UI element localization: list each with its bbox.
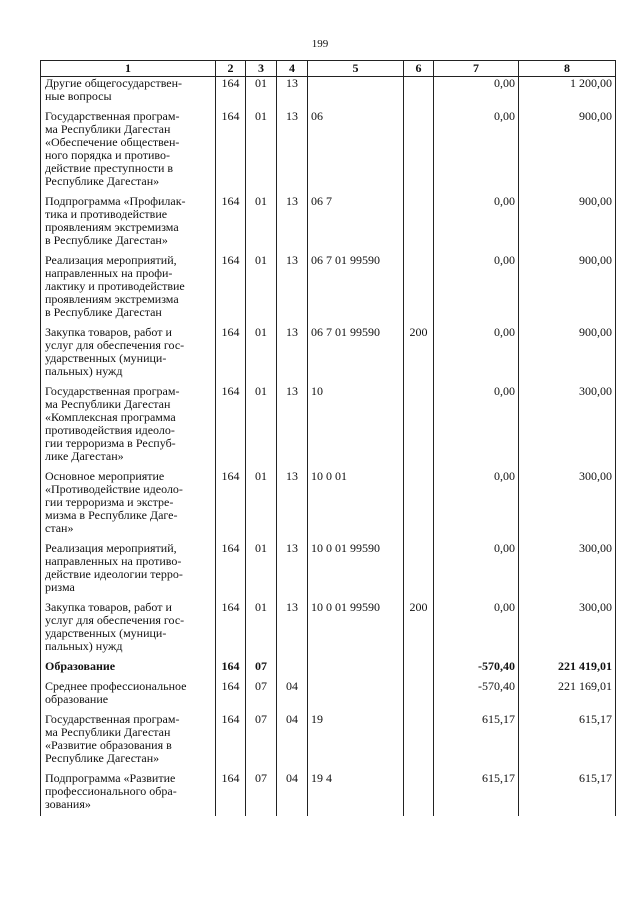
subsection-code-cell: 13 bbox=[277, 195, 308, 254]
change-amount-cell: 0,00 bbox=[434, 195, 519, 254]
expense-type-code-cell bbox=[404, 110, 434, 195]
item-name-cell: Другие общегосударствен- ные вопросы bbox=[41, 77, 216, 111]
col-header-6: 6 bbox=[404, 61, 434, 77]
table-row bbox=[41, 772, 616, 816]
expense-type-code-cell: 200 bbox=[404, 326, 434, 385]
total-amount-cell: 615,17 bbox=[519, 713, 616, 772]
expense-type-code-cell bbox=[404, 713, 434, 772]
table-row bbox=[41, 326, 616, 385]
item-name-cell: Закупка товаров, работ и услуг для обеспечения гос- ударственных (муници- пальных) нужд bbox=[41, 601, 216, 660]
item-name-cell: Подпрограмма «Развитие профессионального обра- зования» bbox=[41, 772, 216, 816]
section-code-cell: 01 bbox=[246, 326, 277, 385]
expense-type-code-cell bbox=[404, 195, 434, 254]
target-article-code-cell: 10 0 01 99590 bbox=[308, 542, 404, 601]
table-row bbox=[41, 660, 616, 680]
change-amount-cell: 0,00 bbox=[434, 110, 519, 195]
target-article-code-cell: 06 7 bbox=[308, 195, 404, 254]
target-article-code-cell bbox=[308, 660, 404, 680]
item-name-cell: Образование bbox=[41, 660, 216, 680]
section-code-cell: 07 bbox=[246, 680, 277, 713]
ministry-code-cell: 164 bbox=[216, 195, 246, 254]
total-amount-cell: 900,00 bbox=[519, 195, 616, 254]
subsection-code-cell: 04 bbox=[277, 772, 308, 816]
total-amount-cell: 900,00 bbox=[519, 326, 616, 385]
item-name-cell: Реализация мероприятий, направленных на профи- лактику и противодействие проявлениям экстремизма в Республике Дагестан bbox=[41, 254, 216, 326]
ministry-code-cell: 164 bbox=[216, 77, 246, 111]
item-name-cell: Подпрограмма «Профилак- тика и противодействие проявлениям экстремизма в Республике Дагестан» bbox=[41, 195, 216, 254]
table-row bbox=[41, 542, 616, 601]
change-amount-cell: 0,00 bbox=[434, 470, 519, 542]
change-amount-cell: 0,00 bbox=[434, 254, 519, 326]
item-name-cell: Среднее профессиональное образование bbox=[41, 680, 216, 713]
expense-type-code-cell bbox=[404, 470, 434, 542]
section-code-cell: 01 bbox=[246, 601, 277, 660]
expense-type-code-cell bbox=[404, 542, 434, 601]
table-row bbox=[41, 601, 616, 660]
item-name-cell: Закупка товаров, работ и услуг для обеспечения гос- ударственных (муници- пальных) нужд bbox=[41, 326, 216, 385]
total-amount-cell: 221 419,01 bbox=[519, 660, 616, 680]
target-article-code-cell: 06 7 01 99590 bbox=[308, 254, 404, 326]
total-amount-cell: 615,17 bbox=[519, 772, 616, 816]
total-amount-cell: 300,00 bbox=[519, 470, 616, 542]
subsection-code-cell: 13 bbox=[277, 77, 308, 111]
item-name-cell: Государственная програм- ма Республики Дагестан «Развитие образования в Республике Дагестан» bbox=[41, 713, 216, 772]
table-row bbox=[41, 680, 616, 713]
change-amount-cell: -570,40 bbox=[434, 660, 519, 680]
col-header-8: 8 bbox=[519, 61, 616, 77]
expense-type-code-cell: 200 bbox=[404, 601, 434, 660]
expense-type-code-cell bbox=[404, 772, 434, 816]
table-row bbox=[41, 470, 616, 542]
expense-type-code-cell bbox=[404, 680, 434, 713]
expense-type-code-cell bbox=[404, 660, 434, 680]
table-row bbox=[41, 254, 616, 326]
section-code-cell: 01 bbox=[246, 542, 277, 601]
total-amount-cell: 1 200,00 bbox=[519, 77, 616, 111]
expense-type-code-cell bbox=[404, 77, 434, 111]
item-name-cell: Государственная програм- ма Республики Дагестан «Обеспечение обществен- ного порядка и противо- действие преступности в Республике Дагестан» bbox=[41, 110, 216, 195]
section-code-cell: 01 bbox=[246, 110, 277, 195]
ministry-code-cell: 164 bbox=[216, 660, 246, 680]
ministry-code-cell: 164 bbox=[216, 601, 246, 660]
expense-type-code-cell bbox=[404, 385, 434, 470]
col-header-3: 3 bbox=[246, 61, 277, 77]
total-amount-cell: 900,00 bbox=[519, 254, 616, 326]
ministry-code-cell: 164 bbox=[216, 385, 246, 470]
ministry-code-cell: 164 bbox=[216, 713, 246, 772]
section-code-cell: 01 bbox=[246, 254, 277, 326]
target-article-code-cell bbox=[308, 680, 404, 713]
section-code-cell: 01 bbox=[246, 77, 277, 111]
change-amount-cell: 0,00 bbox=[434, 601, 519, 660]
subsection-code-cell: 13 bbox=[277, 254, 308, 326]
total-amount-cell: 300,00 bbox=[519, 542, 616, 601]
change-amount-cell: 0,00 bbox=[434, 542, 519, 601]
col-header-7: 7 bbox=[434, 61, 519, 77]
target-article-code-cell: 19 bbox=[308, 713, 404, 772]
table-row bbox=[41, 110, 616, 195]
table-row bbox=[41, 385, 616, 470]
target-article-code-cell: 06 7 01 99590 bbox=[308, 326, 404, 385]
change-amount-cell: 615,17 bbox=[434, 772, 519, 816]
table-row bbox=[41, 713, 616, 772]
page-number: 199 bbox=[311, 38, 329, 50]
subsection-code-cell: 13 bbox=[277, 470, 308, 542]
change-amount-cell: -570,40 bbox=[434, 680, 519, 713]
target-article-code-cell: 10 0 01 99590 bbox=[308, 601, 404, 660]
total-amount-cell: 300,00 bbox=[519, 385, 616, 470]
target-article-code-cell bbox=[308, 77, 404, 111]
table-row bbox=[41, 195, 616, 254]
col-header-2: 2 bbox=[216, 61, 246, 77]
change-amount-cell: 615,17 bbox=[434, 713, 519, 772]
table-body bbox=[41, 77, 616, 817]
ministry-code-cell: 164 bbox=[216, 470, 246, 542]
subsection-code-cell: 13 bbox=[277, 385, 308, 470]
section-code-cell: 07 bbox=[246, 772, 277, 816]
subsection-code-cell: 13 bbox=[277, 326, 308, 385]
total-amount-cell: 300,00 bbox=[519, 601, 616, 660]
total-amount-cell: 221 169,01 bbox=[519, 680, 616, 713]
subsection-code-cell: 04 bbox=[277, 680, 308, 713]
subsection-code-cell: 13 bbox=[277, 110, 308, 195]
budget-table bbox=[40, 60, 616, 816]
section-code-cell: 01 bbox=[246, 195, 277, 254]
subsection-code-cell bbox=[277, 660, 308, 680]
item-name-cell: Реализация мероприятий, направленных на противо- действие идеологии терро- ризма bbox=[41, 542, 216, 601]
table-header-row bbox=[41, 61, 616, 77]
subsection-code-cell: 13 bbox=[277, 542, 308, 601]
ministry-code-cell: 164 bbox=[216, 542, 246, 601]
change-amount-cell: 0,00 bbox=[434, 77, 519, 111]
ministry-code-cell: 164 bbox=[216, 772, 246, 816]
ministry-code-cell: 164 bbox=[216, 254, 246, 326]
target-article-code-cell: 10 bbox=[308, 385, 404, 470]
section-code-cell: 01 bbox=[246, 470, 277, 542]
col-header-1: 1 bbox=[41, 61, 216, 77]
change-amount-cell: 0,00 bbox=[434, 385, 519, 470]
subsection-code-cell: 13 bbox=[277, 601, 308, 660]
col-header-4: 4 bbox=[277, 61, 308, 77]
target-article-code-cell: 06 bbox=[308, 110, 404, 195]
ministry-code-cell: 164 bbox=[216, 110, 246, 195]
item-name-cell: Государственная програм- ма Республики Дагестан «Комплексная программа противодействия идеоло- гии терроризма в Респуб- лике Дагестан» bbox=[41, 385, 216, 470]
table-row bbox=[41, 77, 616, 111]
section-code-cell: 07 bbox=[246, 713, 277, 772]
col-header-5: 5 bbox=[308, 61, 404, 77]
total-amount-cell: 900,00 bbox=[519, 110, 616, 195]
section-code-cell: 01 bbox=[246, 385, 277, 470]
subsection-code-cell: 04 bbox=[277, 713, 308, 772]
expense-type-code-cell bbox=[404, 254, 434, 326]
section-code-cell: 07 bbox=[246, 660, 277, 680]
item-name-cell: Основное мероприятие «Противодействие идеоло- гии терроризма и экстре- мизма в Республике Даге- стан» bbox=[41, 470, 216, 542]
ministry-code-cell: 164 bbox=[216, 680, 246, 713]
change-amount-cell: 0,00 bbox=[434, 326, 519, 385]
target-article-code-cell: 19 4 bbox=[308, 772, 404, 816]
target-article-code-cell: 10 0 01 bbox=[308, 470, 404, 542]
ministry-code-cell: 164 bbox=[216, 326, 246, 385]
